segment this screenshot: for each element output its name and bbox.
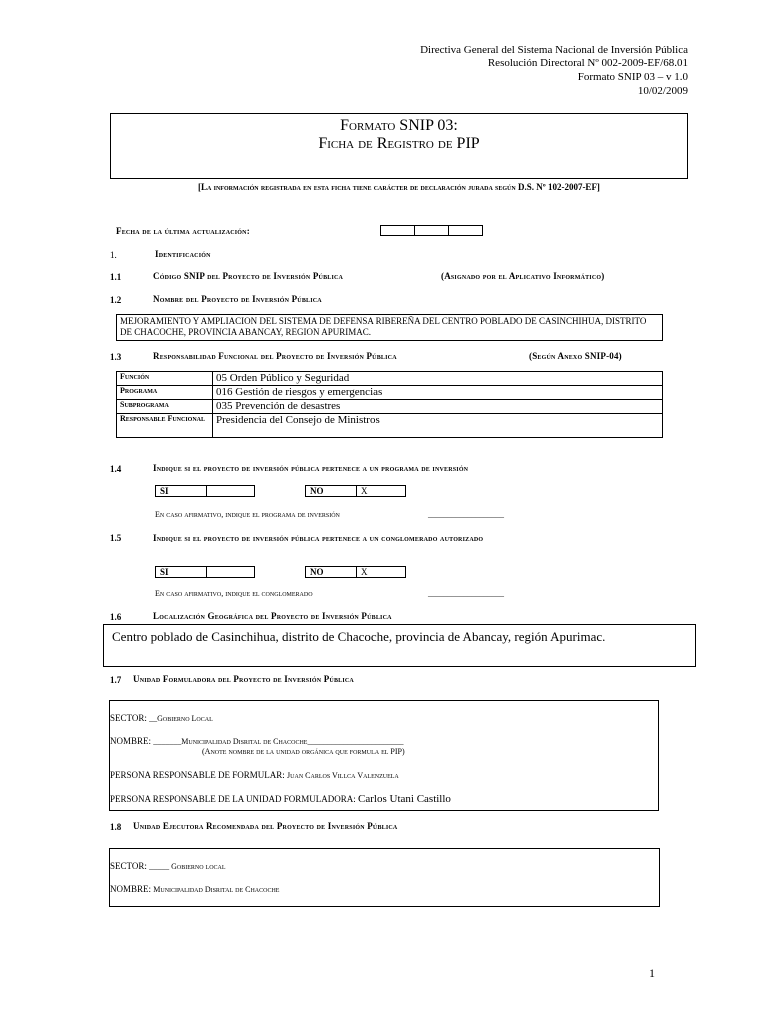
- uf-nombre-note: (Anote nombre de la unidad orgánica que formula el PIP): [202, 747, 405, 756]
- section-1-3-label: Responsabilidad Funcional del Proyecto de Inversión Pública: [153, 351, 397, 361]
- ue-nombre: [110, 884, 279, 894]
- uf-persona-formular-label: PERSONA RESPONSABLE DE FORMULAR:: [110, 770, 285, 780]
- ue-sector: [110, 861, 226, 871]
- unidad-ejecutora-box: [109, 848, 660, 907]
- row-value[interactable]: 05 Orden Público y Seguridad: [213, 372, 663, 386]
- page-number: 1: [649, 966, 655, 980]
- header-directiva: Directiva General del Sistema Nacional de Inversión Pública: [420, 44, 688, 56]
- ue-nombre-label: NOMBRE:: [110, 884, 152, 894]
- section-1-3-number: 1.3: [110, 352, 122, 362]
- section-1-4-no-box[interactable]: [305, 485, 406, 497]
- uf-persona-unidad-value[interactable]: Carlos Utani Castillo: [358, 793, 451, 805]
- header-date: 10/02/2009: [637, 85, 688, 97]
- section-1-3-note: (Según Anexo SNIP-04): [529, 351, 622, 361]
- form-title: Formato SNIP 03:: [340, 117, 458, 134]
- no-mark: X: [361, 567, 368, 577]
- section-1-7-label: Unidad Formuladora del Proyecto de Inversión Pública: [133, 674, 354, 684]
- section-1-number: 1.: [110, 250, 117, 260]
- table-row: [117, 372, 663, 386]
- section-1-4-blank[interactable]: ___________________: [428, 510, 504, 519]
- si-label: SI: [156, 486, 207, 496]
- uf-nombre-label: NOMBRE:: [110, 736, 152, 746]
- no-label: NO: [306, 567, 357, 577]
- section-1-8-label: Unidad Ejecutora Recomendada del Proyecto de Inversión Pública: [133, 821, 398, 831]
- localizacion-field[interactable]: Centro poblado de Casinchihua, distrito de Chacoche, provincia de Abancay, región Apurimac.: [103, 624, 696, 667]
- uf-sector-value[interactable]: __Gobierno Local: [149, 714, 213, 723]
- section-1-5-si-box[interactable]: [155, 566, 255, 578]
- section-1-1-note: (Asignado por el Aplicativo Informático): [441, 271, 605, 281]
- row-key: Subprograma: [117, 400, 213, 414]
- ue-sector-value[interactable]: _____ Gobierno local: [149, 862, 226, 871]
- header-formato: Formato SNIP 03 – v 1.0: [577, 71, 688, 83]
- section-1-5-label: Indique si el proyecto de inversión pública pertenece a un conglomerado autorizado: [153, 533, 484, 543]
- project-name-field[interactable]: MEJORAMIENTO Y AMPLIACION DEL SISTEMA DE DEFENSA RIBEREÑA DEL CENTRO POBLADO DE CASINCHIHUA, DISTRITO DE CHACOCHE, PROVINCIA ABANCAY, REGION APURIMAC.: [116, 314, 663, 341]
- section-1-1-number: 1.1: [110, 272, 122, 282]
- si-mark: [207, 567, 211, 577]
- section-1-5-followup: En caso afirmativo, indique el conglomerado: [155, 589, 313, 598]
- section-1-7-number: 1.7: [110, 675, 122, 685]
- si-label: SI: [156, 567, 207, 577]
- fecha-cells[interactable]: [381, 225, 483, 236]
- section-1-5-blank[interactable]: ___________________: [428, 589, 504, 598]
- uf-nombre: [110, 736, 403, 746]
- fecha-label: Fecha de la última actualización:: [116, 226, 250, 236]
- uf-persona-formular-value[interactable]: Juan Carlos Villca Valenzuela: [287, 771, 399, 780]
- row-key: Responsable Funcional: [117, 414, 213, 438]
- section-1-8-number: 1.8: [110, 822, 122, 832]
- row-key: Programa: [117, 386, 213, 400]
- table-row: [117, 400, 663, 414]
- uf-nombre-value[interactable]: _______Municipalidad Disrital de Chacoche________________________: [153, 737, 404, 746]
- no-label: NO: [306, 486, 357, 496]
- no-mark: X: [361, 486, 368, 496]
- section-1-4-si-box[interactable]: [155, 485, 255, 497]
- si-mark: [207, 486, 211, 496]
- responsabilidad-table: [116, 371, 663, 438]
- row-value[interactable]: Presidencia del Consejo de Ministros: [213, 414, 663, 438]
- row-key: Función: [117, 372, 213, 386]
- row-value[interactable]: 035 Prevención de desastres: [213, 400, 663, 414]
- section-1-4-followup: En caso afirmativo, indique el programa de inversión: [155, 510, 340, 519]
- ue-nombre-value[interactable]: Municipalidad Disrital de Chacoche: [153, 885, 280, 894]
- uf-persona-unidad: [110, 793, 451, 805]
- title-box: [110, 113, 688, 179]
- table-row: [117, 414, 663, 438]
- section-1-6-number: 1.6: [110, 612, 122, 622]
- section-1-1-label: Código SNIP del Proyecto de Inversión Pública: [153, 271, 344, 281]
- section-1-5-number: 1.5: [110, 533, 122, 543]
- row-value[interactable]: 016 Gestión de riesgos y emergencias: [213, 386, 663, 400]
- section-1-2-label: Nombre del Proyecto de Inversión Pública: [153, 294, 322, 304]
- section-1-4-label: Indique si el proyecto de inversión pública pertenece a un programa de inversión: [153, 463, 469, 473]
- section-1-6-label: Localización Geográfica del Proyecto de Inversión Pública: [153, 611, 392, 621]
- header-resolucion: Resolución Directoral Nº 002-2009-EF/68.01: [487, 57, 688, 69]
- section-1-2-number: 1.2: [110, 295, 122, 305]
- uf-sector-label: SECTOR:: [110, 713, 147, 723]
- section-1-label: Identificación: [155, 249, 211, 259]
- declaration-note: [La información registrada en esta ficha tiene carácter de declaración jurada según D.S. Nº 102-2007-EF]: [198, 182, 600, 192]
- uf-sector: [110, 713, 213, 723]
- ue-sector-label: SECTOR:: [110, 861, 147, 871]
- section-1-4-number: 1.4: [110, 464, 122, 474]
- table-row: [117, 386, 663, 400]
- section-1-5-no-box[interactable]: [305, 566, 406, 578]
- unidad-formuladora-box: [109, 700, 659, 811]
- uf-persona-formular: [110, 770, 399, 780]
- form-subtitle: Ficha de Registro de PIP: [318, 135, 480, 152]
- uf-persona-unidad-label: PERSONA RESPONSABLE DE LA UNIDAD FORMULADORA:: [110, 794, 356, 804]
